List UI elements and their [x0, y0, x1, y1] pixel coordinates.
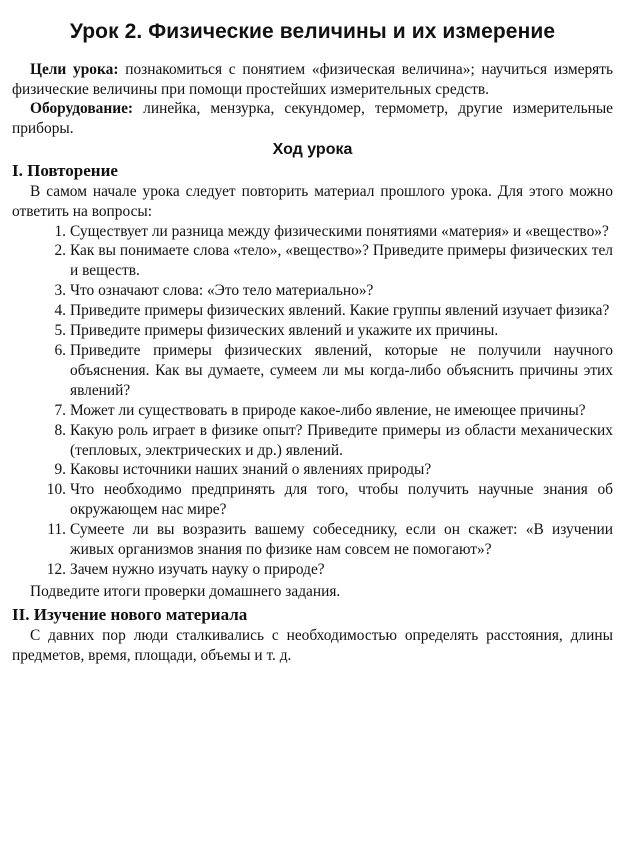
question-number: 11. — [47, 521, 66, 539]
review-summary: Подведите итоги проверки домашнего задания. — [30, 582, 341, 600]
question-item — [12, 241, 613, 281]
question-number: 10. — [46, 481, 66, 499]
equipment-label: Оборудование: — [30, 100, 134, 118]
question-item — [12, 460, 613, 480]
lesson-goals — [12, 60, 613, 99]
question-text: Существует ли разница между физическими понятиями «материя» и «вещество»? — [70, 222, 609, 240]
question-number: 2. — [54, 242, 66, 260]
question-text: Как вы понимаете слова «тело», «вещество»? Приведите примеры физических тел и веществ. — [70, 242, 613, 280]
section-review-intro: В самом начале урока следует повторить материал прошлого урока. Для этого можно ответить на вопросы: — [12, 183, 613, 220]
question-text: Зачем нужно изучать науку о природе? — [70, 560, 325, 578]
question-item — [12, 301, 613, 321]
question-number: 3. — [54, 282, 66, 300]
question-text: Каковы источники наших знаний о явлениях природы? — [70, 461, 432, 479]
question-text: Сумеете ли вы возразить вашему собеседнику, если он скажет: «В изучении живых организмов знания по физике нам совсем не помогают»? — [70, 521, 613, 559]
equipment-text: линейка, мензурка, секундомер, термометр, другие измерительные приборы. — [12, 100, 613, 137]
question-text: Приведите примеры физических явлений и укажите их причины. — [70, 322, 499, 340]
lesson-course-heading: Ход урока — [272, 141, 353, 159]
question-text: Приведите примеры физических явлений, которые не получили научного объяснения. Как вы думаете, сумеем ли мы когда-либо объяснить причины этих явлений? — [70, 342, 613, 399]
question-item — [12, 401, 613, 421]
question-item — [12, 341, 613, 401]
question-text: Приведите примеры физических явлений. Какие группы явлений изучает физика? — [70, 302, 610, 320]
question-item — [12, 281, 613, 301]
section-new-material-text: С давних пор люди сталкивались с необходимостью определять расстояния, длины предметов, время, площади, объемы и т. д. — [12, 627, 613, 665]
lesson-title: Урок 2. Физические величины и их измерение — [69, 20, 556, 43]
section-review-heading: I. Повторение — [12, 161, 118, 181]
question-number: 12. — [46, 560, 66, 578]
section-new-material-heading: II. Изучение нового материала — [12, 605, 248, 625]
question-text: Что означают слова: «Это тело материально»? — [70, 282, 374, 300]
question-text: Что необходимо предпринять для того, чтобы получить научные знания об окружающем нас мире? — [70, 481, 613, 519]
lesson-equipment — [12, 99, 613, 138]
question-item — [12, 222, 613, 242]
question-item — [12, 321, 613, 341]
question-number: 6. — [54, 342, 66, 359]
question-text: Какую роль играет в физике опыт? Приведите примеры из области механических (тепловых, электрических и др.) явлений. — [70, 421, 613, 459]
question-number: 4. — [54, 302, 66, 320]
goals-label: Цели урока: — [30, 61, 119, 78]
question-item — [12, 560, 613, 580]
question-number: 5. — [54, 322, 66, 340]
question-item — [12, 480, 613, 520]
question-number: 9. — [54, 461, 66, 479]
goals-text: познакомиться с понятием «физическая величина»; научиться измерять физические величины при помощи простейших измерительных средств. — [12, 61, 614, 98]
question-text: Может ли существовать в природе какое-либо явление, не имеющее причины? — [70, 401, 586, 419]
question-number: 7. — [54, 401, 66, 419]
question-number: 1. — [54, 222, 66, 240]
review-questions-list — [12, 222, 613, 580]
question-item — [12, 520, 613, 560]
question-item — [12, 421, 613, 461]
question-number: 8. — [54, 421, 66, 439]
